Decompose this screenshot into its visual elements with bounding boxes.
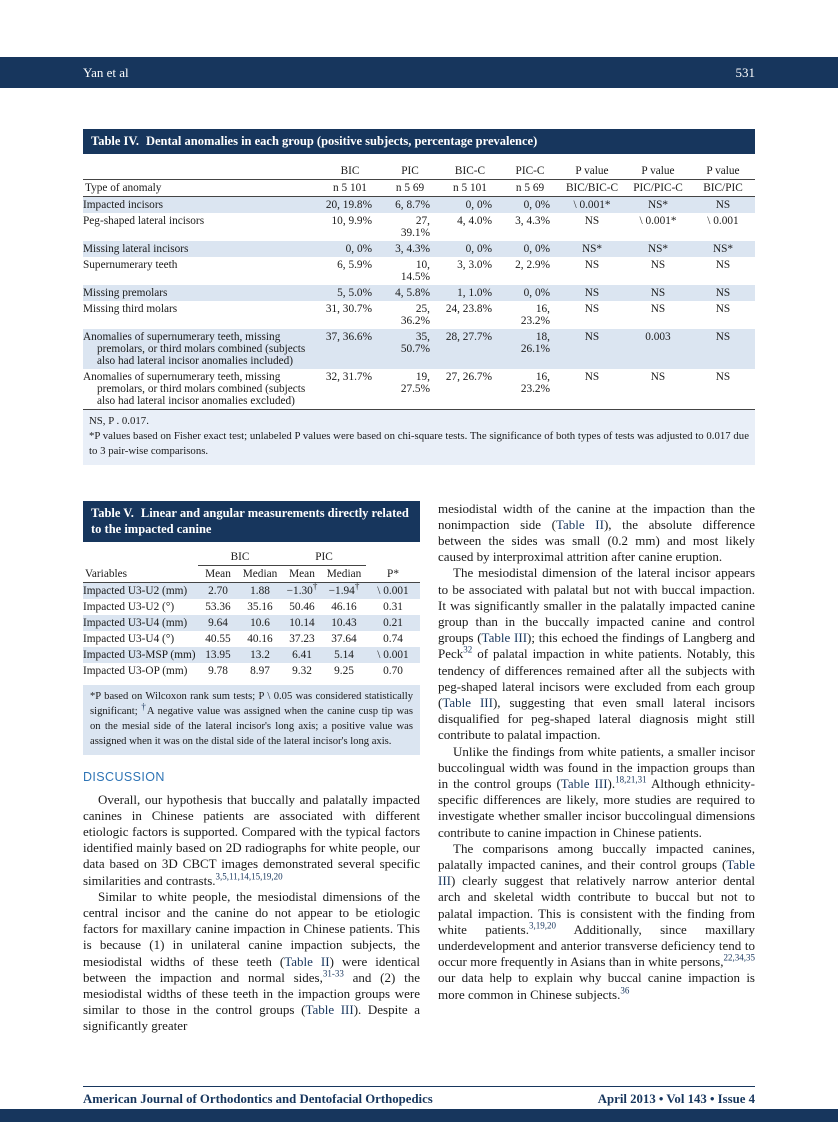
table-cell: 40.16: [247, 633, 273, 646]
corner-cell: [366, 549, 420, 566]
table-cell: \ 0.001: [707, 214, 739, 227]
col-subheader: n 5 69: [501, 179, 559, 196]
table-cell: 0.31: [383, 601, 403, 614]
table-cell: NS: [584, 258, 600, 271]
left-column: [83, 501, 420, 1035]
table-reference: Table II: [284, 953, 330, 969]
table-cell: 0.21: [383, 617, 403, 630]
row-label: Missing lateral incisors: [83, 242, 189, 255]
row-label: Impacted U3-U4 (°): [83, 633, 175, 646]
table-cell: NS*: [581, 242, 603, 255]
table-cell: 10.14: [289, 617, 315, 630]
table-reference: Table III: [442, 694, 493, 710]
row-label: Impacted U3-U2 (mm): [83, 585, 188, 598]
col-subheader: BIC/PIC: [691, 179, 755, 196]
table-cell: 13.2: [250, 649, 270, 662]
table-cell: 4, 4.0%: [457, 214, 492, 227]
col-header: BIC: [198, 549, 282, 566]
col-subheader: BIC/BIC-C: [559, 179, 625, 196]
table-row: [83, 329, 755, 369]
table-v-label: Table V.: [91, 505, 134, 520]
row-label: Peg-shaped lateral incisors: [83, 214, 205, 227]
col-header: PIC-C: [501, 163, 559, 180]
table-cell: 32, 31.7%: [325, 370, 372, 383]
corner-cell: [83, 163, 319, 180]
running-head-authors: Yan et al: [83, 64, 129, 80]
table-cell: NS: [715, 302, 731, 315]
page-number: 531: [735, 64, 755, 80]
table-row: [83, 647, 420, 663]
table-reference: Table III: [481, 630, 528, 646]
citation-superscript: 22,34,35: [723, 952, 755, 963]
table-cell: NS: [715, 286, 731, 299]
col-subheader: Median: [322, 566, 366, 583]
table-row: [83, 369, 755, 409]
table-cell: 0, 0%: [465, 198, 492, 211]
row-label: Impacted incisors: [83, 198, 163, 211]
col-header: BIC-C: [439, 163, 501, 180]
paragraph: Unlike the findings from white patients, a smaller incisor buccolingual width was found in the impaction groups than in the control groups (Table III).$^{18,21,31}$ Although ethnicity-specific differences are likely, more studies are required to investigate whether smaller incisor buccolingual dimensions contribute to canine impaction in Chinese patients.: [438, 743, 755, 840]
table-v-grid: [83, 549, 420, 679]
table-cell: 31, 30.7%: [325, 302, 372, 315]
table-cell: NS: [650, 302, 666, 315]
table-iv-body: [83, 196, 755, 409]
table-cell: 5.14: [334, 649, 354, 662]
col-header: PIC: [381, 163, 439, 180]
table-cell: NS*: [712, 242, 734, 255]
table-cell: \ 0.001*: [573, 198, 611, 211]
table-iv-section: [83, 129, 755, 465]
table-iv-footnotes: [83, 409, 755, 465]
table-cell: 37, 36.6%: [325, 330, 372, 343]
table-cell: NS*: [647, 198, 669, 211]
row-label: Impacted U3-MSP (mm): [83, 649, 196, 662]
table-iv-title: Dental anomalies in each group (positive subjects, percentage prevalence): [145, 134, 538, 148]
table-row: [83, 663, 420, 679]
table-cell: 19, 27.5%: [400, 370, 430, 395]
table-cell: 9.25: [334, 665, 354, 678]
paragraph: Similar to white people, the mesiodistal dimensions of the central incisor and the canine do not appear to be etiologic factors for maxillary canine impaction in Chinese patients. This is because (1) in unilateral canine impaction subjects, the mesiodistal widths of these teeth (Table II) were identical between the impaction and normal sides,$^{31-33}$ and (2) the mesiodistal widths of these teeth in the impaction groups were similar to those in the control groups (Table III). Despite a significantly greater: [83, 888, 421, 1034]
section-heading-discussion: DISCUSSION: [83, 769, 165, 784]
table-cell: \ 0.001: [377, 585, 409, 598]
table-cell: 9.32: [292, 665, 312, 678]
table-cell: NS*: [647, 242, 669, 255]
table-v-title: Linear and angular measurements directly related to the impacted canine: [91, 505, 409, 537]
table-cell: 27, 39.1%: [400, 214, 430, 239]
citation-superscript: 31-33: [322, 968, 344, 979]
col-subheader: Mean: [282, 566, 322, 583]
row-label: Impacted U3-U2 (°): [83, 601, 175, 614]
col-subheader: n 5 101: [319, 179, 381, 196]
table-v-title-bar: [83, 501, 420, 543]
table-row: [83, 301, 755, 329]
table-cell: 1, 1.0%: [457, 286, 492, 299]
table-cell: 10.6: [250, 617, 270, 630]
discussion-left-text: [83, 792, 420, 1035]
table-row: [83, 285, 755, 301]
table-cell: 25, 36.2%: [400, 302, 430, 327]
table-cell: 0.70: [383, 665, 403, 678]
table-cell: 53.36: [205, 601, 231, 614]
table-cell: 37.23: [289, 633, 315, 646]
table-cell: \ 0.001: [377, 649, 409, 662]
col-header: P value: [691, 163, 755, 180]
table-cell: 16, 23.2%: [520, 370, 550, 395]
table-cell: 40.55: [205, 633, 231, 646]
table-v-section: [83, 501, 420, 755]
table-cell: 35.16: [247, 601, 273, 614]
citation-superscript: 3,19,20: [528, 920, 556, 931]
table-cell: 20, 19.8%: [325, 198, 372, 211]
corner-cell: [83, 549, 198, 566]
journal-name: American Journal of Orthodontics and Dentofacial Orthopedics: [83, 1092, 433, 1106]
row-label: Impacted U3-OP (mm): [83, 665, 188, 678]
table-cell: 9.64: [208, 617, 228, 630]
table-cell: 3, 4.3%: [395, 242, 430, 255]
table-iv-group-header-row: [83, 163, 755, 180]
table-row: [83, 257, 755, 285]
table-cell: 3, 3.0%: [457, 258, 492, 271]
table-cell: 6.41: [292, 649, 312, 662]
table-cell: 9.78: [208, 665, 228, 678]
table-cell: NS: [715, 198, 731, 211]
table-cell: −1.30†: [286, 581, 318, 598]
table-cell: NS: [650, 258, 666, 271]
citation-superscript: 32: [463, 645, 473, 656]
table-cell: −1.94†: [328, 581, 360, 598]
table-cell: NS: [584, 286, 600, 299]
table-iv-grid: [83, 163, 755, 409]
col-subheader: P*: [366, 566, 420, 583]
footnote: *P values based on Fisher exact test; unlabeled P values were based on chi-square tests. The significance of both types of tests was adjusted to 0.017 due to 3 pair-wise comparisons.: [89, 429, 749, 457]
table-cell: 0, 0%: [523, 242, 550, 255]
table-cell: NS: [584, 214, 600, 227]
table-cell: 5, 5.0%: [337, 286, 372, 299]
col-subheader: n 5 69: [381, 179, 439, 196]
col-subheader: Median: [238, 566, 282, 583]
col-header: PIC: [282, 549, 366, 566]
table-cell: 37.64: [331, 633, 357, 646]
col-header: P value: [559, 163, 625, 180]
bottom-bar: [0, 1109, 838, 1122]
table-iv-sub-header-row: [83, 179, 755, 196]
row-label: Anomalies of supernumerary teeth, missing premolars, or third molars combined (subjects also had lateral incisor anomalies included): [83, 330, 306, 367]
table-cell: 28, 27.7%: [445, 330, 492, 343]
two-column-body: [83, 501, 755, 1035]
table-cell: 0, 0%: [523, 286, 550, 299]
citation-superscript: †: [141, 701, 147, 712]
paragraph: The mesiodistal dimension of the lateral incisor appears to be associated with palatal but not with buccal impaction. It was significantly smaller in the palatally impacted canine group than in the buccally impacted canine and control groups (Table III); this echoed the findings of Langberg and Peck$^{32}$ of palatal impaction in white patients. Notably, this tendency of differences remained after all the subjects with peg-shaped lateral incisors were excluded from each group (Table III), suggesting that even small lateral incisors disqualified for peg-shaped lateral diagnosis might still contribute to palatal impaction.: [438, 565, 755, 743]
row-label: Supernumerary teeth: [83, 258, 178, 271]
table-cell: NS: [584, 370, 600, 383]
table-cell: 4, 5.8%: [395, 286, 430, 299]
table-cell: 0, 0%: [523, 198, 550, 211]
row-label: Impacted U3-U4 (mm): [83, 617, 188, 630]
table-iv-label: Table IV.: [91, 134, 139, 148]
table-reference: Table III: [305, 1002, 354, 1018]
table-cell: 0.003: [645, 330, 671, 343]
table-row: [83, 631, 420, 647]
right-column: [438, 501, 755, 1035]
table-v-sub-header-row: [83, 566, 420, 583]
table-reference: Table III: [438, 857, 755, 889]
citation-superscript: 3,5,11,14,15,19,20: [215, 871, 283, 882]
table-row: [83, 615, 420, 631]
table-cell: 50.46: [289, 601, 315, 614]
running-header: [0, 57, 838, 88]
row-label: Missing premolars: [83, 286, 168, 299]
table-row: [83, 583, 420, 600]
table-row: [83, 241, 755, 257]
table-cell: NS: [584, 330, 600, 343]
table-cell: 0.74: [383, 633, 403, 646]
table-cell: 10, 9.9%: [331, 214, 372, 227]
citation-superscript: †: [312, 581, 318, 592]
col-subheader: Type of anomaly: [83, 179, 319, 196]
running-footer: [83, 1086, 755, 1107]
paragraph: Overall, our hypothesis that buccally and palatally impacted canines in Chinese patients are associated with different etiologic factors is supported. Compared with the typical factors identified mainly based on 2D radiographs for white people, our data based on 3D CBCT images demonstrated several specific similarities and contrasts.$^{3,5,11,14,15,19,20}$: [83, 791, 420, 888]
issue-info: April 2013 • Vol 143 • Issue 4: [597, 1092, 755, 1106]
table-cell: 13.95: [205, 649, 231, 662]
table-cell: 35, 50.7%: [400, 330, 430, 355]
table-cell: NS: [715, 370, 731, 383]
table-iv-title-bar: [83, 129, 755, 154]
footnote: NS, P . 0.017.: [89, 414, 149, 427]
citation-superscript: 36: [620, 985, 630, 996]
col-header: BIC: [319, 163, 381, 180]
table-cell: 3, 4.3%: [515, 214, 550, 227]
table-cell: 2.70: [208, 585, 228, 598]
table-row: [83, 196, 755, 213]
table-cell: NS: [650, 286, 666, 299]
table-cell: 8.97: [250, 665, 270, 678]
table-cell: 2, 2.9%: [515, 258, 550, 271]
table-row: [83, 213, 755, 241]
table-cell: NS: [584, 302, 600, 315]
table-cell: 27, 26.7%: [445, 370, 492, 383]
table-cell: NS: [715, 330, 731, 343]
table-row: [83, 599, 420, 615]
table-cell: NS: [715, 258, 731, 271]
table-v-body: [83, 583, 420, 680]
paragraph: The comparisons among buccally impacted canines, palatally impacted canines, and their control groups (Table III) clearly suggest that relatively narrow anterior dental arch and skeletal width contribute to buccal but not to palatal impaction. This is consistent with the finding from white patients.$^{3,19,20}$ Additionally, since maxillary underdevelopment and anterior transverse deficiency tend to occur more frequently in Asians than in white persons,$^{22,34,35}$ our data help to explain why buccal canine impaction is more common in Chinese subjects.$^{36}$: [438, 840, 755, 1002]
col-subheader: Variables: [83, 566, 198, 583]
table-cell: \ 0.001*: [639, 214, 677, 227]
table-cell: 16, 23.2%: [520, 302, 550, 327]
col-subheader: n 5 101: [439, 179, 501, 196]
paragraph: mesiodistal width of the canine at the impaction than the nonimpaction side (Table II), the absolute difference between the sides was small (0.2 mm) and most likely caused by interproximal attrition after canine eruption.: [438, 500, 755, 565]
table-cell: 0, 0%: [465, 242, 492, 255]
row-label: Missing third molars: [83, 302, 178, 315]
table-reference: Table III: [560, 776, 608, 791]
page-content: [83, 129, 755, 1035]
table-cell: 18, 26.1%: [520, 330, 550, 355]
table-v-group-header-row: [83, 549, 420, 566]
table-reference: Table II: [555, 516, 604, 532]
citation-superscript: 18,21,31: [615, 774, 647, 785]
col-header: P value: [625, 163, 691, 180]
table-cell: 0, 0%: [345, 242, 372, 255]
table-cell: 6, 5.9%: [337, 258, 372, 271]
col-subheader: PIC/PIC-C: [625, 179, 691, 196]
citation-superscript: †: [354, 581, 360, 592]
table-cell: 10.43: [331, 617, 357, 630]
table-cell: 6, 8.7%: [395, 198, 430, 211]
table-cell: 10, 14.5%: [400, 258, 430, 283]
table-v-footnote: *P based on Wilcoxon rank sum tests; P \ 0.05 was considered statistically significant; †A negative value was assigned when the canine cusp tip was on the mesial side of the lateral incisor's long axis; a positive value was assigned when it was on the distal side of the lateral incisor's long axis.: [83, 685, 420, 754]
table-cell: NS: [650, 370, 666, 383]
row-label: Anomalies of supernumerary teeth, missing premolars, or third molars combined (subjects also had lateral incisor anomalies excluded): [83, 370, 306, 407]
table-cell: 24, 23.8%: [445, 302, 492, 315]
col-subheader: Mean: [198, 566, 238, 583]
table-cell: 46.16: [331, 601, 357, 614]
table-cell: 1.88: [250, 585, 270, 598]
